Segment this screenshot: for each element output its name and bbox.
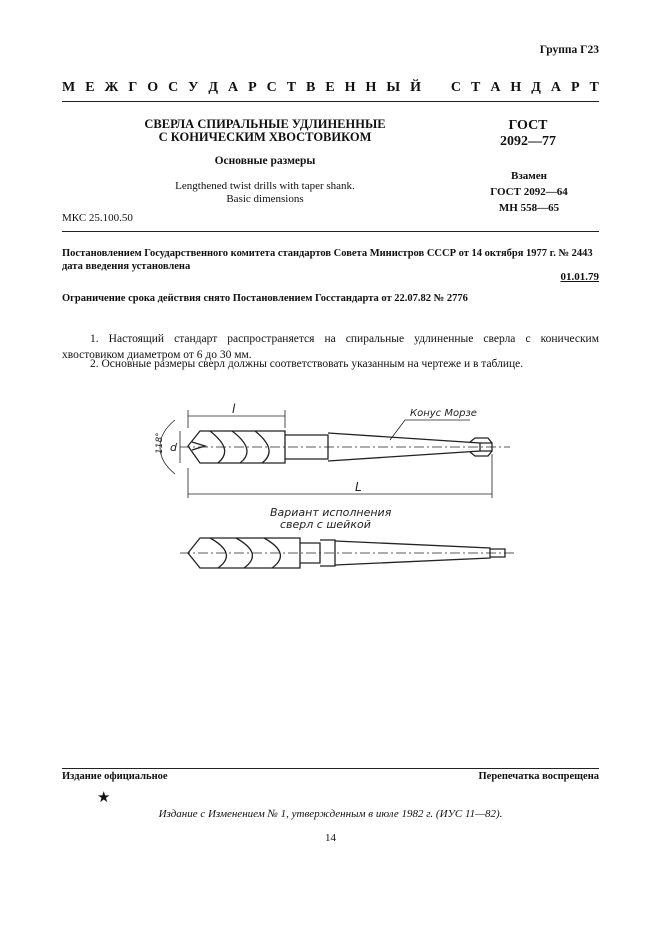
paragraph-2: 2. Основные размеры сверл должны соответствовать указанным на чертеже и в таблице. bbox=[90, 358, 524, 370]
mks-code: МКС 25.100.50 bbox=[62, 212, 133, 224]
heading-letter: С bbox=[168, 80, 179, 95]
decree-text bbox=[62, 247, 599, 273]
heading-letter: Т bbox=[286, 80, 297, 95]
heading-letter: Р bbox=[248, 80, 257, 95]
paragraph-1: 1. Настоящий стандарт распространяется на спиральные удлиненные сверла с коническим хвостовиком диаметром от 6 до 30 мм. bbox=[62, 333, 599, 361]
label-d: d bbox=[170, 441, 177, 454]
title-line-2: С КОНИЧЕСКИМ ХВОСТОВИКОМ bbox=[158, 130, 372, 144]
variant-label-1: Вариант исполнения bbox=[270, 506, 392, 519]
heading-letter: С bbox=[266, 80, 277, 95]
heading-letter: А bbox=[550, 80, 561, 95]
heading-letter: А bbox=[490, 80, 501, 95]
document-subtitle: Основные размеры bbox=[214, 155, 316, 167]
english-line-1: Lengthened twist drills with taper shank. bbox=[175, 180, 355, 192]
variant-taper-shank bbox=[335, 541, 490, 565]
heading-letter: Т bbox=[589, 80, 599, 95]
variant-label-2: сверл с шейкой bbox=[280, 518, 371, 531]
english-line-2: Basic dimensions bbox=[226, 193, 304, 205]
heading-letter: Е bbox=[325, 80, 335, 95]
edition-note: Издание с Изменением № 1, утвержденным в июле 1982 г. (ИУС 11—82). bbox=[158, 808, 503, 820]
replaces-block bbox=[470, 168, 588, 216]
reprint-prohibited: Перепечатка воспрещена bbox=[478, 771, 599, 782]
standard-type-heading bbox=[62, 80, 599, 96]
heading-letter: У bbox=[188, 80, 199, 95]
decree-line-1: Постановлением Государственного комитета стандартов Совета Министров СССР от 14 октября 1977 г. № 2443 bbox=[62, 248, 593, 259]
gost-label: ГОСТ bbox=[508, 118, 548, 133]
effective-date: 01.01.79 bbox=[560, 271, 599, 283]
heading-letter: Ы bbox=[386, 80, 401, 95]
english-title bbox=[120, 180, 410, 206]
heading-letter: О bbox=[147, 80, 159, 95]
heading-letter: Ж bbox=[104, 80, 119, 95]
footer-divider bbox=[62, 768, 599, 769]
gost-designation bbox=[478, 118, 578, 150]
heading-letter: Р bbox=[570, 80, 580, 95]
heading-letter: Д bbox=[531, 80, 541, 95]
heading-letter: Е bbox=[85, 80, 95, 95]
replace-label: Взамен bbox=[511, 170, 547, 182]
page-number: 14 bbox=[325, 832, 336, 844]
group-code: Группа Г23 bbox=[539, 44, 599, 56]
title-line-1: СВЕРЛА СПИРАЛЬНЫЕ УДЛИНЕННЫЕ bbox=[144, 117, 386, 131]
heading-letter: М bbox=[62, 80, 76, 95]
replace-standard-2: МН 558—65 bbox=[498, 202, 560, 214]
heading-letter: А bbox=[228, 80, 239, 95]
drill-drawing bbox=[155, 398, 530, 588]
heading-letter: Н bbox=[344, 80, 356, 95]
label-L: L bbox=[355, 480, 362, 494]
heading-letter: Т bbox=[471, 80, 481, 95]
heading-letter: Н bbox=[510, 80, 522, 95]
replace-standard-1: ГОСТ 2092—64 bbox=[490, 186, 568, 198]
gost-number: 2092—77 bbox=[500, 134, 556, 149]
drill-point-edge bbox=[192, 442, 205, 450]
document-title bbox=[120, 118, 410, 144]
heading-letter: Д bbox=[208, 80, 219, 95]
label-angle: 118° bbox=[155, 432, 165, 454]
label-l: l bbox=[232, 402, 236, 416]
official-edition: Издание официальное bbox=[62, 771, 168, 782]
heading-letter: Н bbox=[365, 80, 377, 95]
label-morse: Конус Морзе bbox=[410, 408, 477, 419]
heading-letter: Й bbox=[410, 80, 421, 95]
dim-l bbox=[188, 410, 285, 428]
star-icon: ★ bbox=[97, 790, 111, 806]
heading-letter: В bbox=[306, 80, 316, 95]
heading-letter: Г bbox=[128, 80, 138, 95]
title-divider bbox=[62, 231, 599, 232]
decree-line-2: дата введения установлена bbox=[62, 261, 191, 272]
morse-leader bbox=[390, 420, 470, 440]
header-divider bbox=[62, 101, 599, 102]
heading-letter: С bbox=[450, 80, 462, 95]
limit-removed-note: Ограничение срока действия снято Постановлением Госстандарта от 22.07.82 № 2776 bbox=[62, 293, 468, 304]
